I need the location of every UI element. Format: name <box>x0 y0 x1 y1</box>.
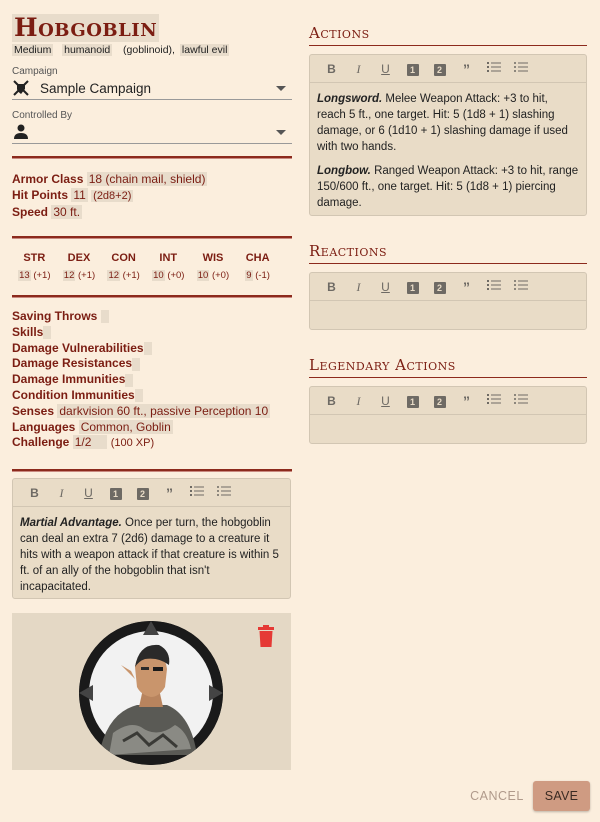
editor-toolbar <box>310 273 586 301</box>
divider <box>12 236 292 238</box>
ability-modifier: (-1) <box>255 270 270 281</box>
reactions-heading: Reactions <box>309 242 587 264</box>
heading-1-button[interactable] <box>399 393 426 409</box>
divider <box>12 295 292 297</box>
divider <box>12 469 292 471</box>
action-name: Longbow. <box>317 165 371 177</box>
chevron-down-icon <box>276 86 286 91</box>
traits-editor[interactable] <box>12 478 291 599</box>
quote-button[interactable]: ” <box>463 392 470 409</box>
hit-points-field[interactable]: 11 <box>73 188 86 202</box>
heading-2-icon: 2 <box>434 64 446 76</box>
action-entry <box>317 163 579 211</box>
saving-throws-field[interactable] <box>101 310 109 323</box>
damage-vulnerabilities-label: Damage Vulnerabilities <box>12 340 144 355</box>
hit-points-row <box>12 187 292 204</box>
subtype-field[interactable]: (goblinoid), <box>123 44 175 56</box>
bullet-list-icon <box>514 279 528 291</box>
right-column <box>309 24 587 444</box>
condition-immunities-field[interactable] <box>135 389 143 402</box>
portrait-panel <box>12 613 291 770</box>
actions-text[interactable] <box>310 83 586 227</box>
actions-heading: Actions <box>309 24 587 46</box>
reactions-text[interactable] <box>310 301 586 317</box>
heading-1-button[interactable] <box>399 279 426 295</box>
numbered-list-icon <box>487 279 501 291</box>
bullet-list-icon <box>514 61 528 73</box>
ability-modifier: (+1) <box>33 270 51 281</box>
damage-resistances-label: Damage Resistances <box>12 356 133 371</box>
size-field[interactable]: Medium <box>14 44 52 56</box>
ability-name: STR <box>23 252 46 264</box>
condition-immunities-label: Condition Immunities <box>12 387 135 402</box>
trait-description: Once per turn, the hobgoblin can deal an extra 7 (2d6) damage to a creature it hits with a weapon attack if that creature is within 5 ft. of an ally of the hobgoblin that isn't incapacitated. <box>20 517 279 594</box>
damage-vulnerabilities-field[interactable] <box>144 342 152 355</box>
ability-modifier: (+1) <box>78 270 96 281</box>
languages-row <box>12 420 292 436</box>
damage-immunities-row <box>12 372 292 388</box>
bullet-list-button[interactable] <box>507 279 534 295</box>
legendary-actions-text[interactable] <box>310 415 586 431</box>
actions-editor[interactable] <box>309 54 587 216</box>
campaign-label: Campaign <box>12 66 58 77</box>
italic-button[interactable]: I <box>356 61 361 76</box>
ability-score-field[interactable]: 12 <box>108 270 120 281</box>
challenge-field[interactable]: 1/2 <box>73 435 108 449</box>
action-entry <box>317 91 579 155</box>
ability-name: CON <box>111 252 136 264</box>
chevron-down-icon <box>276 130 286 135</box>
italic-button[interactable]: I <box>356 279 361 294</box>
ability-score-field[interactable]: 13 <box>19 270 30 281</box>
ability-modifier: (+0) <box>167 270 185 281</box>
ability-con <box>104 252 144 281</box>
underline-button[interactable]: U <box>381 279 390 294</box>
action-name: Longsword. <box>317 93 383 105</box>
senses-label: Senses <box>12 403 55 418</box>
skills-label: Skills <box>12 324 44 339</box>
ability-name: WIS <box>202 252 224 264</box>
numbered-list-button[interactable] <box>480 279 507 295</box>
bullet-list-button[interactable] <box>210 485 237 501</box>
action-description: Melee Weapon Attack: +3 to hit, reach 5 ft., one target. Hit: 5 (1d8 + 1) slashing damage, or 6 (1d10 + 1) slashing damage if used with two hands. <box>317 93 568 153</box>
senses-field[interactable]: darkvision 60 ft., passive Perception 10 <box>59 403 269 418</box>
reactions-editor[interactable] <box>309 272 587 330</box>
heading-2-icon: 2 <box>434 282 446 294</box>
ability-score-field[interactable]: 12 <box>63 270 75 281</box>
ability-cha <box>238 252 278 281</box>
numbered-list-button[interactable] <box>480 393 507 409</box>
monster-name[interactable]: Hobgoblin <box>14 13 158 42</box>
ability-score-field[interactable]: 10 <box>153 270 164 281</box>
heading-2-icon: 2 <box>434 396 446 408</box>
armor-class-label: Armor Class <box>12 172 84 186</box>
heading-2-button[interactable] <box>129 485 156 501</box>
bullet-list-icon <box>514 393 528 405</box>
armor-class-field[interactable]: 18 (chain mail, shield) <box>88 172 206 186</box>
skills-row <box>12 325 292 341</box>
bullet-list-icon <box>217 485 231 497</box>
quote-button[interactable]: ” <box>463 278 470 295</box>
properties <box>12 309 292 452</box>
ability-score-field[interactable]: 10 <box>197 270 209 281</box>
monster-subtitle <box>12 44 292 56</box>
damage-vulnerabilities-row <box>12 341 292 357</box>
legendary-actions-heading: Legendary Actions <box>309 356 587 378</box>
legendary-actions-editor[interactable] <box>309 386 587 444</box>
person-icon <box>12 123 30 141</box>
languages-label: Languages <box>12 419 76 434</box>
core-stats <box>12 171 292 220</box>
heading-2-button[interactable] <box>426 61 453 77</box>
ability-modifier: (+1) <box>122 270 140 281</box>
underline-button[interactable]: U <box>381 61 390 76</box>
speed-field[interactable]: 30 ft. <box>53 205 81 219</box>
editor-toolbar <box>310 387 586 415</box>
senses-row <box>12 404 292 420</box>
ability-int <box>148 252 188 281</box>
italic-button[interactable]: I <box>356 393 361 408</box>
controlled-by-label: Controlled By <box>12 110 73 121</box>
heading-1-icon: 1 <box>407 282 419 294</box>
heading-2-button[interactable] <box>426 393 453 409</box>
bold-button[interactable]: B <box>327 393 336 408</box>
campaign-select[interactable] <box>12 77 292 100</box>
speed-row <box>12 204 292 220</box>
editor-toolbar <box>310 55 586 83</box>
editor-toolbar <box>13 479 290 507</box>
numbered-list-icon <box>487 61 501 73</box>
challenge-row <box>12 435 292 452</box>
heading-2-button[interactable] <box>426 279 453 295</box>
damage-resistances-field[interactable] <box>132 358 140 371</box>
quote-button[interactable]: ” <box>166 484 173 501</box>
underline-button[interactable]: U <box>84 485 93 500</box>
italic-button[interactable]: I <box>59 485 64 500</box>
numbered-list-icon <box>487 393 501 405</box>
challenge-label: Challenge <box>12 435 70 450</box>
bullet-list-button[interactable] <box>507 61 534 77</box>
bullet-list-button[interactable] <box>507 393 534 409</box>
ability-str <box>14 252 54 281</box>
heading-2-icon: 2 <box>137 488 149 500</box>
numbered-list-button[interactable] <box>480 61 507 77</box>
ability-name: DEX <box>67 252 91 264</box>
numbered-list-icon <box>190 485 204 497</box>
divider <box>12 156 292 158</box>
damage-resistances-row <box>12 356 292 372</box>
damage-immunities-label: Damage Immunities <box>12 372 126 387</box>
ability-modifier: (+0) <box>211 270 230 281</box>
saving-throws-label: Saving Throws <box>12 309 98 323</box>
trait-name: Martial Advantage. <box>20 517 122 530</box>
campaign-value: Sample Campaign <box>40 80 152 96</box>
heading-1-button[interactable] <box>399 61 426 77</box>
trash-icon[interactable] <box>258 625 274 647</box>
xp-value: (100 XP) <box>110 437 155 450</box>
saving-throws-row <box>12 309 292 325</box>
bold-button[interactable]: B <box>30 485 39 500</box>
heading-1-icon: 1 <box>407 396 419 408</box>
armor-class-row <box>12 171 292 187</box>
traits-text[interactable] <box>13 507 290 611</box>
ability-wis <box>193 252 233 281</box>
alignment-field[interactable]: lawful evil <box>181 44 228 56</box>
speed-label: Speed <box>12 205 49 219</box>
quote-button[interactable]: ” <box>463 60 470 77</box>
heading-1-icon: 1 <box>110 488 122 500</box>
cancel-button[interactable]: CANCEL <box>470 789 524 803</box>
ability-score-field[interactable]: 9 <box>246 270 252 281</box>
condition-immunities-row <box>12 388 292 404</box>
crossed-swords-shield-icon <box>12 79 30 97</box>
bold-button[interactable]: B <box>327 61 336 76</box>
controlled-by-select[interactable] <box>12 121 292 144</box>
monster-portrait[interactable] <box>79 621 223 765</box>
ability-scores <box>12 252 280 281</box>
hit-dice-field[interactable]: (2d8+2) <box>93 190 132 202</box>
languages-field[interactable]: Common, Goblin <box>80 419 171 434</box>
type-field[interactable]: humanoid <box>64 44 111 56</box>
ability-name: INT <box>159 252 178 264</box>
skills-field[interactable] <box>43 326 51 339</box>
heading-1-icon: 1 <box>407 64 419 76</box>
ability-name: CHA <box>245 252 270 264</box>
bold-button[interactable]: B <box>327 279 336 294</box>
heading-1-button[interactable] <box>102 485 129 501</box>
damage-immunities-field[interactable] <box>125 374 133 387</box>
save-button[interactable]: SAVE <box>533 781 590 811</box>
action-description: Ranged Weapon Attack: +3 to hit, range 150/600 ft., one target. Hit: 5 (1d8 + 1) piercing damage. <box>317 165 579 209</box>
underline-button[interactable]: U <box>381 393 390 408</box>
hit-points-label: Hit Points <box>12 188 68 202</box>
numbered-list-button[interactable] <box>183 485 210 501</box>
left-column <box>12 14 292 599</box>
ability-dex <box>59 252 99 281</box>
